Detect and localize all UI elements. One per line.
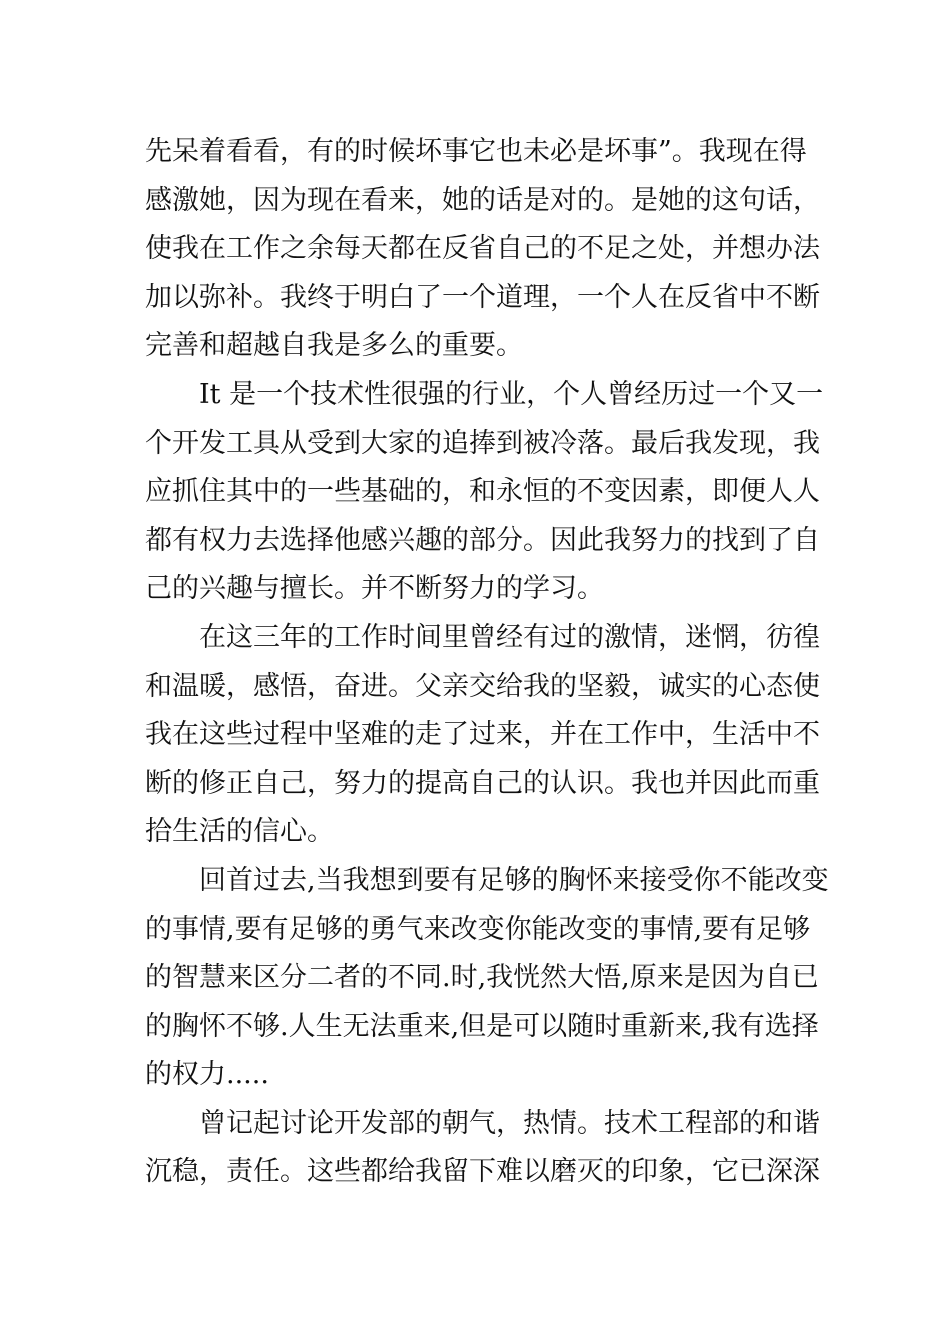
- text-line: 己的兴趣与擅长。并不断努力的学习。: [145, 573, 604, 605]
- text-line: 沉稳，责任。这些都给我留下难以磨灭的印象，它已深深: [145, 1156, 820, 1188]
- paragraph-first-line: 回首过去,当我想到要有足够的胸怀来接受你不能改变: [199, 864, 829, 896]
- text-line: 拾生活的信心。: [145, 816, 334, 848]
- text-line: 的权力.....: [145, 1059, 269, 1091]
- text-line: 应抓住其中的一些基础的，和永恒的不变因素，即便人人: [145, 476, 820, 508]
- text-line: 都有权力去选择他感兴趣的部分。因此我努力的找到了自: [145, 524, 820, 556]
- paragraph-first-line: It 是一个技术性很强的行业，个人曾经历过一个又一: [199, 378, 824, 410]
- text-line: 加以弥补。我终于明白了一个道理，一个人在反省中不断: [145, 281, 820, 313]
- text-line: 先呆着看看，有的时候坏事它也未必是坏事”。我现在得: [145, 136, 807, 167]
- text-line: 断的修正自己，努力的提高自己的认识。我也并因此而重: [145, 767, 820, 799]
- text-line: 的事情,要有足够的勇气来改变你能改变的事情,要有足够: [145, 913, 811, 945]
- text-line: 的胸怀不够.人生无法重来,但是可以随时重新来,我有选择: [145, 1010, 819, 1042]
- text-line: 我在这些过程中坚难的走了过来，并在工作中，生活中不: [145, 719, 820, 751]
- document-body: [145, 128, 829, 1197]
- text-line: 的智慧来区分二者的不同.时,我恍然大悟,原来是因为自已: [145, 962, 819, 994]
- text-line: 个开发工具从受到大家的追捧到被冷落。最后我发现，我: [145, 427, 820, 459]
- text-line: 和温暖，感悟，奋进。父亲交给我的坚毅，诚实的心态使: [145, 670, 820, 702]
- text-line: 感激她，因为现在看来，她的话是对的。是她的这句话，: [145, 184, 820, 216]
- text-line: 使我在工作之余每天都在反省自己的不足之处，并想办法: [145, 233, 820, 265]
- text-line: 完善和超越自我是多么的重要。: [145, 330, 523, 362]
- paragraph-first-line: 在这三年的工作时间里曾经有过的激情，迷惘，彷徨: [199, 621, 820, 653]
- paragraph-first-line: 曾记起讨论开发部的朝气，热情。技术工程部的和谐: [199, 1107, 820, 1139]
